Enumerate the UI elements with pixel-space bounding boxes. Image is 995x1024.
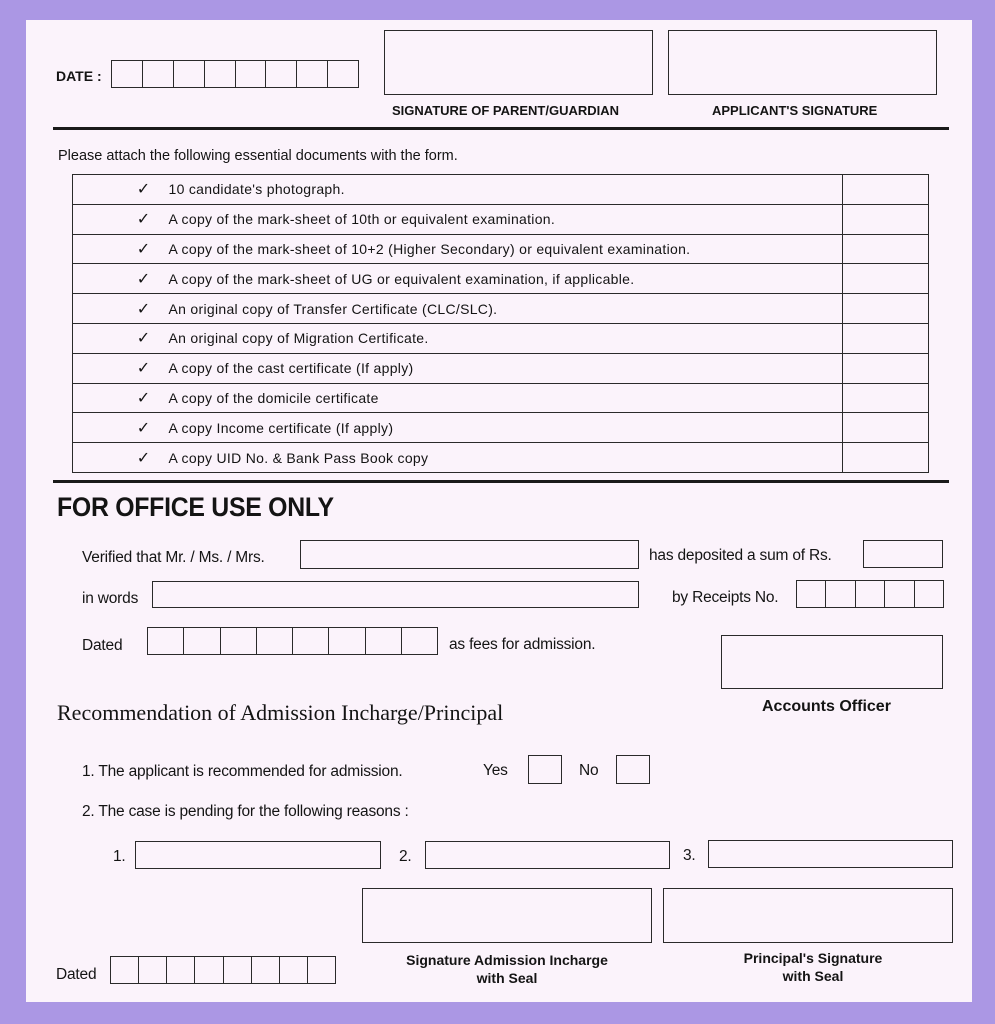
applicant-name-field[interactable] <box>300 540 639 569</box>
check-mark-icon: ✓ <box>73 443 157 473</box>
document-row <box>73 294 929 324</box>
documents-intro: Please attach the following essential documents with the form. <box>58 148 458 164</box>
office-date-cells[interactable] <box>147 627 438 655</box>
document-item-label: A copy UID No. & Bank Pass Book copy <box>157 443 843 473</box>
office-dated-label: Dated <box>82 637 123 654</box>
incharge-signature-box[interactable] <box>362 888 652 943</box>
recommendation-dated-label: Dated <box>56 966 97 983</box>
recommendation-title: Recommendation of Admission Incharge/Principal <box>57 700 504 725</box>
document-item-label: A copy of the cast certificate (If apply) <box>157 353 843 383</box>
incharge-signature-caption <box>362 951 652 987</box>
principal-signature-caption <box>663 949 963 985</box>
applicant-signature-box[interactable] <box>668 30 937 95</box>
recommended-label: 1. The applicant is recommended for admission. <box>82 763 403 780</box>
document-item-label: An original copy of Transfer Certificate (CLC/SLC). <box>157 294 843 324</box>
principal-signature-box[interactable] <box>663 888 953 943</box>
document-row <box>73 234 929 264</box>
document-item-label: A copy of the mark-sheet of 10th or equivalent examination. <box>157 204 843 234</box>
no-checkbox[interactable] <box>616 755 650 784</box>
applicant-signature-label: APPLICANT'S SIGNATURE <box>712 103 878 118</box>
check-mark-icon: ✓ <box>73 234 157 264</box>
incharge-caption-line1: Signature Admission Incharge <box>406 952 608 968</box>
document-row <box>73 383 929 413</box>
check-mark-icon: ✓ <box>73 413 157 443</box>
document-tick-box[interactable] <box>843 413 929 443</box>
check-mark-icon: ✓ <box>73 175 157 205</box>
check-mark-icon: ✓ <box>73 323 157 353</box>
parent-signature-box[interactable] <box>384 30 653 95</box>
document-tick-box[interactable] <box>843 294 929 324</box>
document-tick-box[interactable] <box>843 234 929 264</box>
divider-top <box>53 127 949 130</box>
reason-1-label: 1. <box>113 848 126 865</box>
document-row <box>73 323 929 353</box>
check-mark-icon: ✓ <box>73 353 157 383</box>
verified-label: Verified that Mr. / Ms. / Mrs. <box>82 549 265 566</box>
deposited-label: has deposited a sum of Rs. <box>649 547 832 564</box>
document-row <box>73 353 929 383</box>
amount-field[interactable] <box>863 540 943 568</box>
accounts-officer-signature-box[interactable] <box>721 635 943 689</box>
incharge-caption-line2: with Seal <box>476 970 538 986</box>
reason-2-field[interactable] <box>425 841 670 869</box>
principal-caption-line2: with Seal <box>782 968 844 984</box>
document-row <box>73 413 929 443</box>
pending-label: 2. The case is pending for the following reasons : <box>82 803 409 820</box>
document-tick-box[interactable] <box>843 323 929 353</box>
parent-signature-label: SIGNATURE OF PARENT/GUARDIAN <box>392 103 620 118</box>
receipts-label: by Receipts No. <box>672 589 779 606</box>
yes-checkbox[interactable] <box>528 755 562 784</box>
fees-label: as fees for admission. <box>449 636 596 653</box>
document-row <box>73 264 929 294</box>
document-item-label: A copy of the mark-sheet of 10+2 (Higher Secondary) or equivalent examination. <box>157 234 843 264</box>
document-tick-box[interactable] <box>843 353 929 383</box>
check-mark-icon: ✓ <box>73 204 157 234</box>
document-row <box>73 443 929 473</box>
document-tick-box[interactable] <box>843 175 929 205</box>
document-tick-box[interactable] <box>843 443 929 473</box>
in-words-label: in words <box>82 590 139 607</box>
office-use-title: FOR OFFICE USE ONLY <box>57 492 334 522</box>
check-mark-icon: ✓ <box>73 264 157 294</box>
check-mark-icon: ✓ <box>73 383 157 413</box>
reason-1-field[interactable] <box>135 841 381 869</box>
document-item-label: A copy of the mark-sheet of UG or equivalent examination, if applicable. <box>157 264 843 294</box>
document-tick-box[interactable] <box>843 383 929 413</box>
documents-table <box>72 174 929 473</box>
reason-2-label: 2. <box>399 848 412 865</box>
document-tick-box[interactable] <box>843 204 929 234</box>
document-item-label: A copy Income certificate (If apply) <box>157 413 843 443</box>
document-tick-box[interactable] <box>843 264 929 294</box>
date-label: DATE : <box>56 68 102 84</box>
receipt-number-cells[interactable] <box>796 580 944 608</box>
reason-3-field[interactable] <box>708 840 953 868</box>
amount-in-words-field[interactable] <box>152 581 639 608</box>
yes-label: Yes <box>483 762 508 779</box>
document-item-label: A copy of the domicile certificate <box>157 383 843 413</box>
reason-3-label: 3. <box>683 847 696 864</box>
no-label: No <box>579 762 599 779</box>
principal-caption-line1: Principal's Signature <box>743 950 883 966</box>
document-row <box>73 204 929 234</box>
document-item-label: An original copy of Migration Certificate. <box>157 323 843 353</box>
date-input-cells[interactable] <box>111 60 359 88</box>
document-item-label: 10 candidate's photograph. <box>157 175 843 205</box>
recommendation-date-cells[interactable] <box>110 956 336 984</box>
divider-middle <box>53 480 949 483</box>
check-mark-icon: ✓ <box>73 294 157 324</box>
document-row <box>73 175 929 205</box>
accounts-officer-label: Accounts Officer <box>762 698 891 715</box>
